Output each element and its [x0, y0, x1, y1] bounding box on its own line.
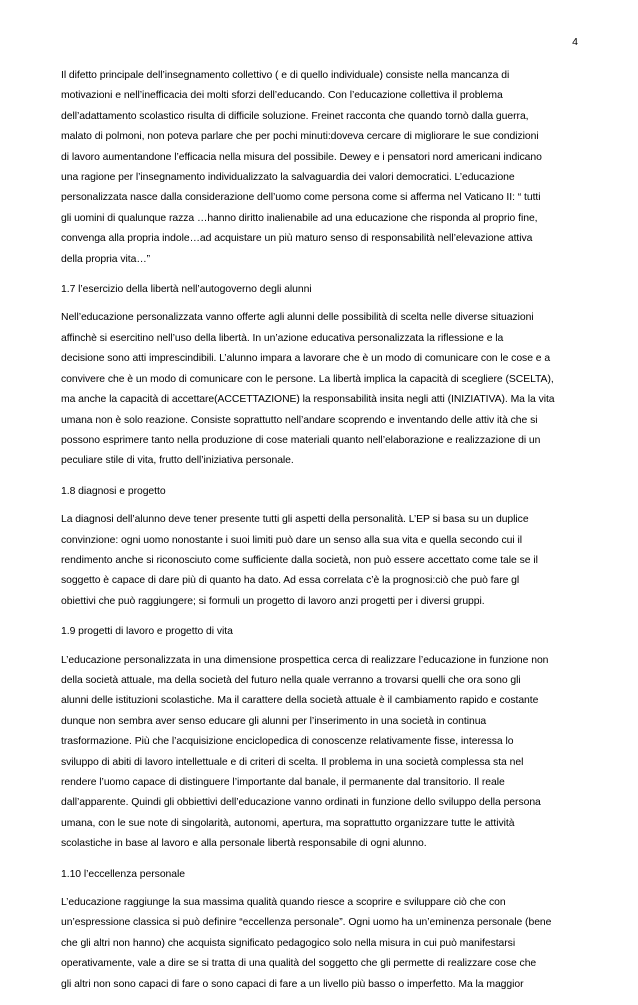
- section-heading: [61, 622, 576, 642]
- text-line: umana non è solo reazione. Consiste soprattutto nell’andare scoprendo e inventando delle attiv ità che si: [61, 414, 538, 426]
- text-line: scolastiche in base al lavoro e alla personale libertà responsabile di ogni alunno.: [61, 838, 427, 850]
- text-line: possono esprimere tanto nella produzione di cose materiali quanto nell’elaborazione e realizzazione di un: [61, 434, 541, 446]
- text-line: trasformazione. Più che l’acquisizione enciclopedica di conoscenze relativamente fisse, interessa lo: [61, 736, 514, 748]
- page-body: [61, 66, 576, 1005]
- text-line: sviluppo di abiti di lavoro intellettuale e di criteri di scelta. Il problema in una società complessa sta nel: [61, 756, 524, 768]
- body-paragraph: [61, 651, 576, 855]
- text-line: gli altri non sono capaci di fare o sono capaci di fare a un livello più basso o imperfetto. Ma la maggior: [61, 978, 524, 990]
- text-line: malato di polmoni, non poteva parlare che per pochi minuti:doveva cercare di migliorare le sue condizioni: [61, 131, 539, 143]
- text-line: dell’adattamento scolastico risulta di difficile soluzione. Freinet racconta che quando tornò dalla guerra,: [61, 110, 529, 122]
- text-line: che gli altri non hanno) che acquista significato pedagogico solo nella misura in cui può manifestarsi: [61, 937, 516, 949]
- text-line: L’educazione raggiunge la sua massima qualità quando riesce a scoprire e sviluppare ciò che con: [61, 897, 506, 909]
- text-line: gli uomini di qualunque razza …hanno diritto inalienabile ad una educazione che risponda al proprio fine,: [61, 212, 538, 224]
- text-line: peculiare stile di vita, frutto dell’iniziativa personale.: [61, 455, 294, 467]
- section-heading: [61, 865, 576, 885]
- text-line: ma anche la capacità di accettare(ACCETTAZIONE) la responsabilità insita negli atti (INIZIATIVA). Ma la vita: [61, 394, 555, 406]
- body-paragraph: [61, 893, 576, 995]
- text-line: 1.9 progetti di lavoro e progetto di vita: [61, 626, 233, 638]
- text-line: dall’apparente. Quindi gli obbiettivi dell’educazione vanno ordinati in funzione dello sviluppo della persona: [61, 797, 541, 809]
- text-line: soggetto è capace di dare più di quanto ha dato. Ad essa correlata c’è la prognosi:ciò che può fare gl: [61, 575, 520, 587]
- text-line: della propria vita…”: [61, 253, 151, 265]
- text-line: 1.8 diagnosi e progetto: [61, 485, 166, 497]
- text-line: decisione sono atti imprescindibili. L’alunno impara a lavorare che è un modo di comunicare con le cose e a: [61, 353, 551, 365]
- text-line: affinchè si esercitino nell’uso della libertà. In un’azione educativa personalizzata la riflessione e la: [61, 332, 504, 344]
- text-line: 1.7 l’esercizio della libertà nell’autogoverno degli alunni: [61, 284, 312, 296]
- text-line: Il difetto principale dell’insegnamento collettivo ( e di quello individuale) consiste nella mancanza di: [61, 70, 510, 81]
- body-paragraph: [61, 510, 576, 612]
- text-line: alunni delle istituzioni scolastiche. Ma il carattere della società attuale è il cambiamento rapido e costante: [61, 695, 539, 707]
- text-line: rendere l’uomo capace di distinguere l’importante dal banale, il permanente dal transitorio. Il reale: [61, 777, 505, 788]
- text-line: personalizzata nasce dalla considerazione dell’uomo come persona come si afferma nel Vaticano II: “ tutti: [61, 192, 541, 204]
- text-line: motivazioni e nell’inefficacia dei molti sforzi dell’educando. Con l’educazione collettiva il problema: [61, 90, 503, 102]
- text-line: dunque non sembra aver senso educare gli alunni per l’inserimento in una società in continua: [61, 715, 487, 727]
- text-line: di lavoro aumentandone l’efficacia nella misura del possibile. Dewey e i pensatori nord americani indicano: [61, 151, 542, 163]
- text-line: Nell’educazione personalizzata vanno offerte agli alunni delle possibilità di scelta nelle diverse situazioni: [61, 312, 534, 324]
- body-paragraph: [61, 308, 576, 471]
- text-line: convinzione: ogni uomo nonostante i suoi limiti può dare un senso alla sua vita e quella secondo cui il: [61, 534, 522, 546]
- page-number: 4: [572, 36, 578, 48]
- text-line: umana, con le sue note di singolarità, autonomi, apertura, ma soprattutto organizzare tutte le attività: [61, 817, 515, 829]
- text-line: rendimento anche si riconosciuto come sufficiente dalla società, non può essere accettato come tale se il: [61, 554, 538, 566]
- text-line: della società attuale, ma della società del futuro nella quale verranno a trovarsi quelli che ora sono gli: [61, 674, 521, 686]
- text-line: convivere che è un modo di comunicare con le persone. La libertà implica la capacità di scegliere (SCELTA),: [61, 373, 554, 385]
- text-line: una ragione per l’insegnamento individualizzato la salvaguardia dei valori democratici. L’educazione: [61, 172, 515, 184]
- text-line: obiettivi che può raggiungere; si formuli un progetto di lavoro anzi progetti per i diversi gruppi.: [61, 595, 485, 607]
- text-line: La diagnosi dell’alunno deve tener presente tutti gli aspetti della personalità. L’EP si basa su un duplice: [61, 514, 529, 526]
- text-line: operativamente, vale a dire se si tratta di una qualità del soggetto che gli permette di realizzare cose che: [61, 958, 537, 970]
- body-paragraph: [61, 66, 576, 270]
- text-line: 1.10 l’eccellenza personale: [61, 868, 185, 880]
- section-heading: [61, 482, 576, 502]
- section-heading: [61, 280, 576, 300]
- text-line: un’espressione classica si può definire “eccellenza personale”. Ogni uomo ha un’eminenza personale (bene: [61, 917, 552, 929]
- text-line: convenga alla propria indole…ad acquistare un più maturo senso di responsabilità nell’elevazione attiva: [61, 233, 533, 245]
- text-line: L’educazione personalizzata in una dimensione prospettica cerca di realizzare l’educazione in funzione non: [61, 654, 549, 666]
